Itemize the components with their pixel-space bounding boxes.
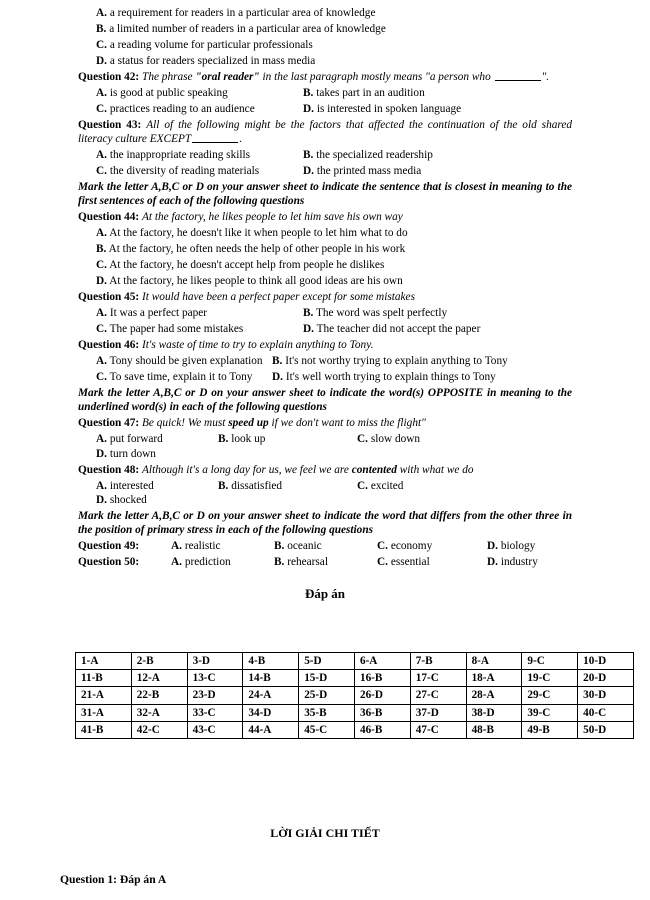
option-text: rehearsal [287, 556, 328, 569]
answer-key-cell: 7-B [410, 653, 466, 670]
option-text: It's not worthy trying to explain anything to Tony [285, 354, 508, 367]
option-row [78, 86, 572, 102]
answer-key-cell: 29-C [522, 687, 578, 704]
question-43: Question 43: All of the following might be the factors that affected the continuation of the old shared literacy culture EXCEPT . [78, 118, 573, 146]
option-letter: B. [303, 86, 314, 99]
option-text: is good at public speaking [109, 86, 228, 99]
question-label: Question 45: [78, 291, 140, 304]
answer-key-cell: 50-D [578, 721, 634, 738]
option-text: At the factory, he doesn't like it when people to let him what to do [109, 227, 408, 240]
option-cell[interactable] [303, 306, 447, 320]
option-cell[interactable] [274, 555, 377, 569]
question-41-options [78, 6, 572, 70]
question-47-options [78, 432, 572, 462]
option-text: It was a perfect paper [109, 307, 208, 320]
option-line[interactable] [78, 258, 572, 274]
answer-key-cell: 2-B [131, 653, 187, 670]
option-letter: D. [96, 494, 107, 507]
option-cell[interactable] [171, 555, 274, 569]
question-label: Question 46: [78, 339, 140, 352]
question-label: Question 48: [78, 463, 140, 476]
question-50 [78, 555, 572, 571]
answer-key-cell: 39-C [522, 704, 578, 721]
option-letter: D. [487, 556, 498, 569]
option-letter: B. [96, 22, 107, 35]
answer-key-table [75, 652, 634, 739]
option-row [78, 354, 572, 370]
option-cell[interactable] [96, 86, 303, 100]
option-text: put forward [109, 433, 163, 446]
answer-key-table-wrapper [75, 652, 634, 739]
option-text: economy [390, 540, 433, 553]
option-text: a requirement for readers in a particular area of knowledge [109, 7, 376, 19]
answer-key-cell: 42-C [131, 721, 187, 738]
fill-in-blank [192, 133, 238, 143]
answer-key-cell: 48-B [466, 721, 522, 738]
answer-key-cell: 12-A [131, 670, 187, 687]
option-row [78, 322, 572, 338]
option-cell[interactable] [487, 539, 567, 553]
answer-key-cell: 14-B [243, 670, 299, 687]
option-text: biology [500, 540, 536, 553]
option-row [78, 148, 572, 164]
answer-key-cell: 4-B [243, 653, 299, 670]
question-42-options [78, 86, 572, 118]
answer-key-cell: 16-B [354, 670, 410, 687]
answer-key-cell: 40-C [578, 704, 634, 721]
option-letter: B. [274, 540, 285, 553]
option-letter: B. [303, 149, 314, 162]
answer-key-cell: 26-D [354, 687, 410, 704]
option-cell[interactable] [96, 479, 218, 493]
answer-key-cell: 32-A [131, 704, 187, 721]
option-letter: D. [303, 165, 314, 178]
question-label: Question 42: [78, 70, 140, 83]
question-46 [78, 338, 572, 354]
answer-key-cell: 36-B [354, 704, 410, 721]
option-letter: C. [377, 540, 388, 553]
option-letter: C. [357, 479, 368, 492]
answer-key-cell: 17-C [410, 670, 466, 687]
option-cell[interactable] [96, 148, 303, 162]
answer-key-cell: 46-B [354, 721, 410, 738]
question-stem: The phrase "oral reader" in the last paragraph mostly means "a person who ". [142, 70, 550, 83]
instruction-primary-stress: Mark the letter A,B,C or D on your answer sheet to indicate the word that differs from the other three in the position of primary stress in each of the following questions [78, 510, 572, 537]
question-label: Question 44: [78, 211, 140, 224]
option-text: slow down [370, 433, 421, 446]
answer-key-cell: 21-A [76, 687, 132, 704]
question-label: Question 43: [78, 118, 142, 131]
option-cell[interactable] [96, 432, 218, 446]
option-letter: B. [218, 479, 229, 492]
option-letter: A. [96, 354, 107, 367]
answer-key-cell: 30-D [578, 687, 634, 704]
question-stem: It's waste of time to try to explain anything to Tony. [142, 339, 374, 352]
option-cell[interactable] [96, 447, 186, 461]
option-cell[interactable] [274, 539, 377, 553]
answer-key-cell: 11-B [76, 670, 132, 687]
answer-key-cell: 45-C [299, 721, 355, 738]
option-text: excited [370, 479, 404, 492]
option-letter: B. [303, 307, 314, 320]
instruction-closest-meaning: Mark the letter A,B,C or D on your answer sheet to indicate the sentence that is closest in meaning to the first sentences of each of the following questions [78, 180, 572, 208]
answer-key-cell: 6-A [354, 653, 410, 670]
option-letter: A. [96, 307, 107, 320]
option-text: shocked [109, 494, 147, 507]
option-text: It's well worth trying to explain things to Tony [285, 370, 496, 383]
answer-key-cell: 31-A [76, 704, 132, 721]
option-line[interactable] [78, 274, 572, 290]
answer-key-cell: 5-D [299, 653, 355, 670]
question-45 [78, 290, 572, 306]
option-cell[interactable] [272, 354, 508, 368]
option-text: the inappropriate reading skills [109, 149, 251, 162]
solution-first-entry: Question 1: Đáp án A [60, 873, 167, 886]
answer-key-cell: 38-D [466, 704, 522, 721]
question-49 [78, 539, 572, 555]
option-cell[interactable] [218, 479, 357, 493]
question-42 [78, 70, 572, 86]
question-47 [78, 416, 572, 432]
option-letter: C. [96, 323, 107, 336]
option-cell[interactable] [218, 432, 357, 446]
option-line[interactable] [78, 242, 572, 258]
option-line[interactable] [78, 38, 572, 54]
option-text: a limited number of readers in a particular area of knowledge [109, 22, 386, 35]
question-46-options [78, 354, 572, 386]
answer-key-cell: 24-A [243, 687, 299, 704]
option-letter: C. [96, 102, 107, 115]
option-text: practices reading to an audience [109, 102, 255, 115]
option-cell[interactable] [303, 86, 425, 100]
option-letter: A. [171, 540, 182, 553]
option-row [78, 102, 572, 118]
option-text: At the factory, he often needs the help of other people in his work [108, 243, 406, 256]
answer-key-cell: 47-C [410, 721, 466, 738]
answer-key-row [76, 653, 634, 670]
option-letter: D. [303, 323, 314, 336]
option-row [78, 164, 572, 180]
answer-key-cell: 10-D [578, 653, 634, 670]
option-cell[interactable] [303, 164, 421, 178]
answer-key-cell: 22-B [131, 687, 187, 704]
answer-key-cell: 19-C [522, 670, 578, 687]
option-cell[interactable] [96, 370, 272, 384]
option-text: To save time, explain it to Tony [109, 370, 253, 383]
option-letter: A. [96, 479, 107, 492]
option-cell[interactable] [272, 370, 496, 384]
option-text: interested [109, 479, 154, 492]
option-letter: C. [377, 556, 388, 569]
option-text: is interested in spoken language [316, 102, 462, 115]
option-letter: C. [357, 433, 368, 446]
question-stem: Although it's a long day for us, we feel we are contented with what we do [142, 463, 474, 476]
instruction-opposite-meaning: Mark the letter A,B,C or D on your answer sheet to indicate the word(s) OPPOSITE in meaning to the underlined word(s) in each of the following questions [78, 386, 572, 414]
answer-key-cell: 15-D [299, 670, 355, 687]
option-text: the diversity of reading materials [109, 165, 260, 178]
option-cell[interactable] [171, 539, 274, 553]
question-stem: Be quick! We must speed up if we don't want to miss the flight" [142, 417, 426, 430]
answer-key-cell: 8-A [466, 653, 522, 670]
option-cell[interactable] [96, 164, 303, 178]
option-letter: B. [272, 354, 283, 367]
option-text: takes part in an audition [316, 86, 425, 99]
option-letter: D. [487, 540, 498, 553]
option-cell[interactable] [487, 555, 567, 569]
answer-key-cell: 13-C [187, 670, 243, 687]
answer-key-row [76, 721, 634, 738]
option-text: industry [500, 556, 538, 569]
question-label: Question 47: [78, 417, 140, 430]
option-letter: D. [96, 447, 107, 460]
option-letter: C. [96, 259, 107, 272]
solution-section-title: LỜI GIẢI CHI TIẾT [270, 826, 380, 840]
option-cell[interactable] [96, 322, 303, 336]
option-cell[interactable] [357, 432, 493, 446]
option-line[interactable] [78, 6, 572, 22]
option-cell[interactable] [96, 102, 303, 116]
option-text: dissatisfied [231, 479, 283, 492]
option-letter: A. [96, 149, 107, 162]
option-letter: C. [96, 38, 107, 51]
option-text: look up [231, 433, 266, 446]
option-row [78, 370, 572, 386]
option-text: Tony should be given explanation [109, 354, 263, 367]
option-cell[interactable] [96, 306, 303, 320]
option-letter: D. [272, 370, 283, 383]
question-label: Question 50: [78, 556, 140, 569]
option-text: The paper had some mistakes [109, 323, 244, 336]
option-letter: D. [96, 54, 107, 67]
option-line[interactable] [78, 54, 572, 70]
option-letter: D. [303, 102, 314, 115]
answer-key-cell: 25-D [299, 687, 355, 704]
option-row [78, 306, 572, 322]
option-letter: A. [96, 433, 107, 446]
answer-key-heading: Đáp án [304, 586, 346, 601]
answer-key-row [76, 704, 634, 721]
question-stem: It would have been a perfect paper except for some mistakes [142, 291, 415, 304]
option-text: essential [390, 556, 430, 569]
option-cell[interactable] [303, 102, 461, 116]
answer-key-cell: 27-C [410, 687, 466, 704]
option-text: realistic [184, 540, 221, 553]
option-cell[interactable] [357, 479, 493, 493]
option-text: prediction [184, 556, 231, 569]
question-44 [78, 210, 572, 226]
answer-key-cell: 34-D [243, 704, 299, 721]
option-cell[interactable] [96, 493, 186, 507]
answer-key-cell: 28-A [466, 687, 522, 704]
option-text: turn down [109, 447, 156, 460]
option-cell[interactable] [377, 539, 487, 553]
answer-key-cell: 49-B [522, 721, 578, 738]
option-text: At the factory, he doesn't accept help from people he dislikes [109, 259, 385, 272]
option-letter: A. [96, 227, 107, 240]
option-text: At the factory, he likes people to think all good ideas are his own [109, 275, 403, 288]
question-stem: At the factory, he likes people to let him save his own way [142, 211, 403, 224]
option-letter: C. [96, 165, 107, 178]
option-cell[interactable] [377, 555, 487, 569]
question-43-options [78, 148, 572, 180]
option-text: The teacher did not accept the paper [316, 323, 481, 336]
question-label: Question 49: [78, 540, 140, 553]
question-stem: All of the following might be the factors that affected the continuation of the old shared literacy culture EXCEPT [78, 118, 573, 146]
option-text: oceanic [287, 540, 322, 553]
option-letter: A. [96, 7, 107, 19]
answer-key-cell: 9-C [522, 653, 578, 670]
option-letter: B. [218, 433, 229, 446]
answer-key-cell: 18-A [466, 670, 522, 687]
question-48-options [78, 479, 572, 509]
option-letter: A. [171, 556, 182, 569]
option-cell[interactable] [303, 148, 433, 162]
answer-key-cell: 23-D [187, 687, 243, 704]
option-text: a reading volume for particular professionals [109, 38, 313, 51]
question-45-options [78, 306, 572, 338]
option-line[interactable] [78, 226, 572, 242]
option-text: the printed mass media [316, 165, 422, 178]
option-letter: A. [96, 86, 107, 99]
option-cell[interactable] [96, 354, 272, 368]
option-line[interactable] [78, 22, 572, 38]
answer-key-cell: 43-C [187, 721, 243, 738]
answer-key-cell: 35-B [299, 704, 355, 721]
answer-key-cell: 44-A [243, 721, 299, 738]
answer-key-cell: 37-D [410, 704, 466, 721]
option-cell[interactable] [303, 322, 480, 336]
option-text: the specialized readership [316, 149, 433, 162]
question-44-options [78, 226, 572, 290]
option-text: The word was spelt perfectly [315, 307, 448, 320]
answer-key-cell: 20-D [578, 670, 634, 687]
answer-key-row [76, 670, 634, 687]
answer-key-cell: 1-A [76, 653, 132, 670]
option-letter: B. [274, 556, 285, 569]
answer-key-cell: 3-D [187, 653, 243, 670]
answer-key-cell: 33-C [187, 704, 243, 721]
question-48 [78, 463, 572, 479]
option-text: a status for readers specialized in mass media [109, 54, 316, 67]
option-letter: B. [96, 243, 107, 256]
answer-key-row [76, 687, 634, 704]
option-letter: C. [96, 370, 107, 383]
option-letter: D. [96, 275, 107, 288]
answer-key-cell: 41-B [76, 721, 132, 738]
fill-in-blank [495, 71, 541, 81]
